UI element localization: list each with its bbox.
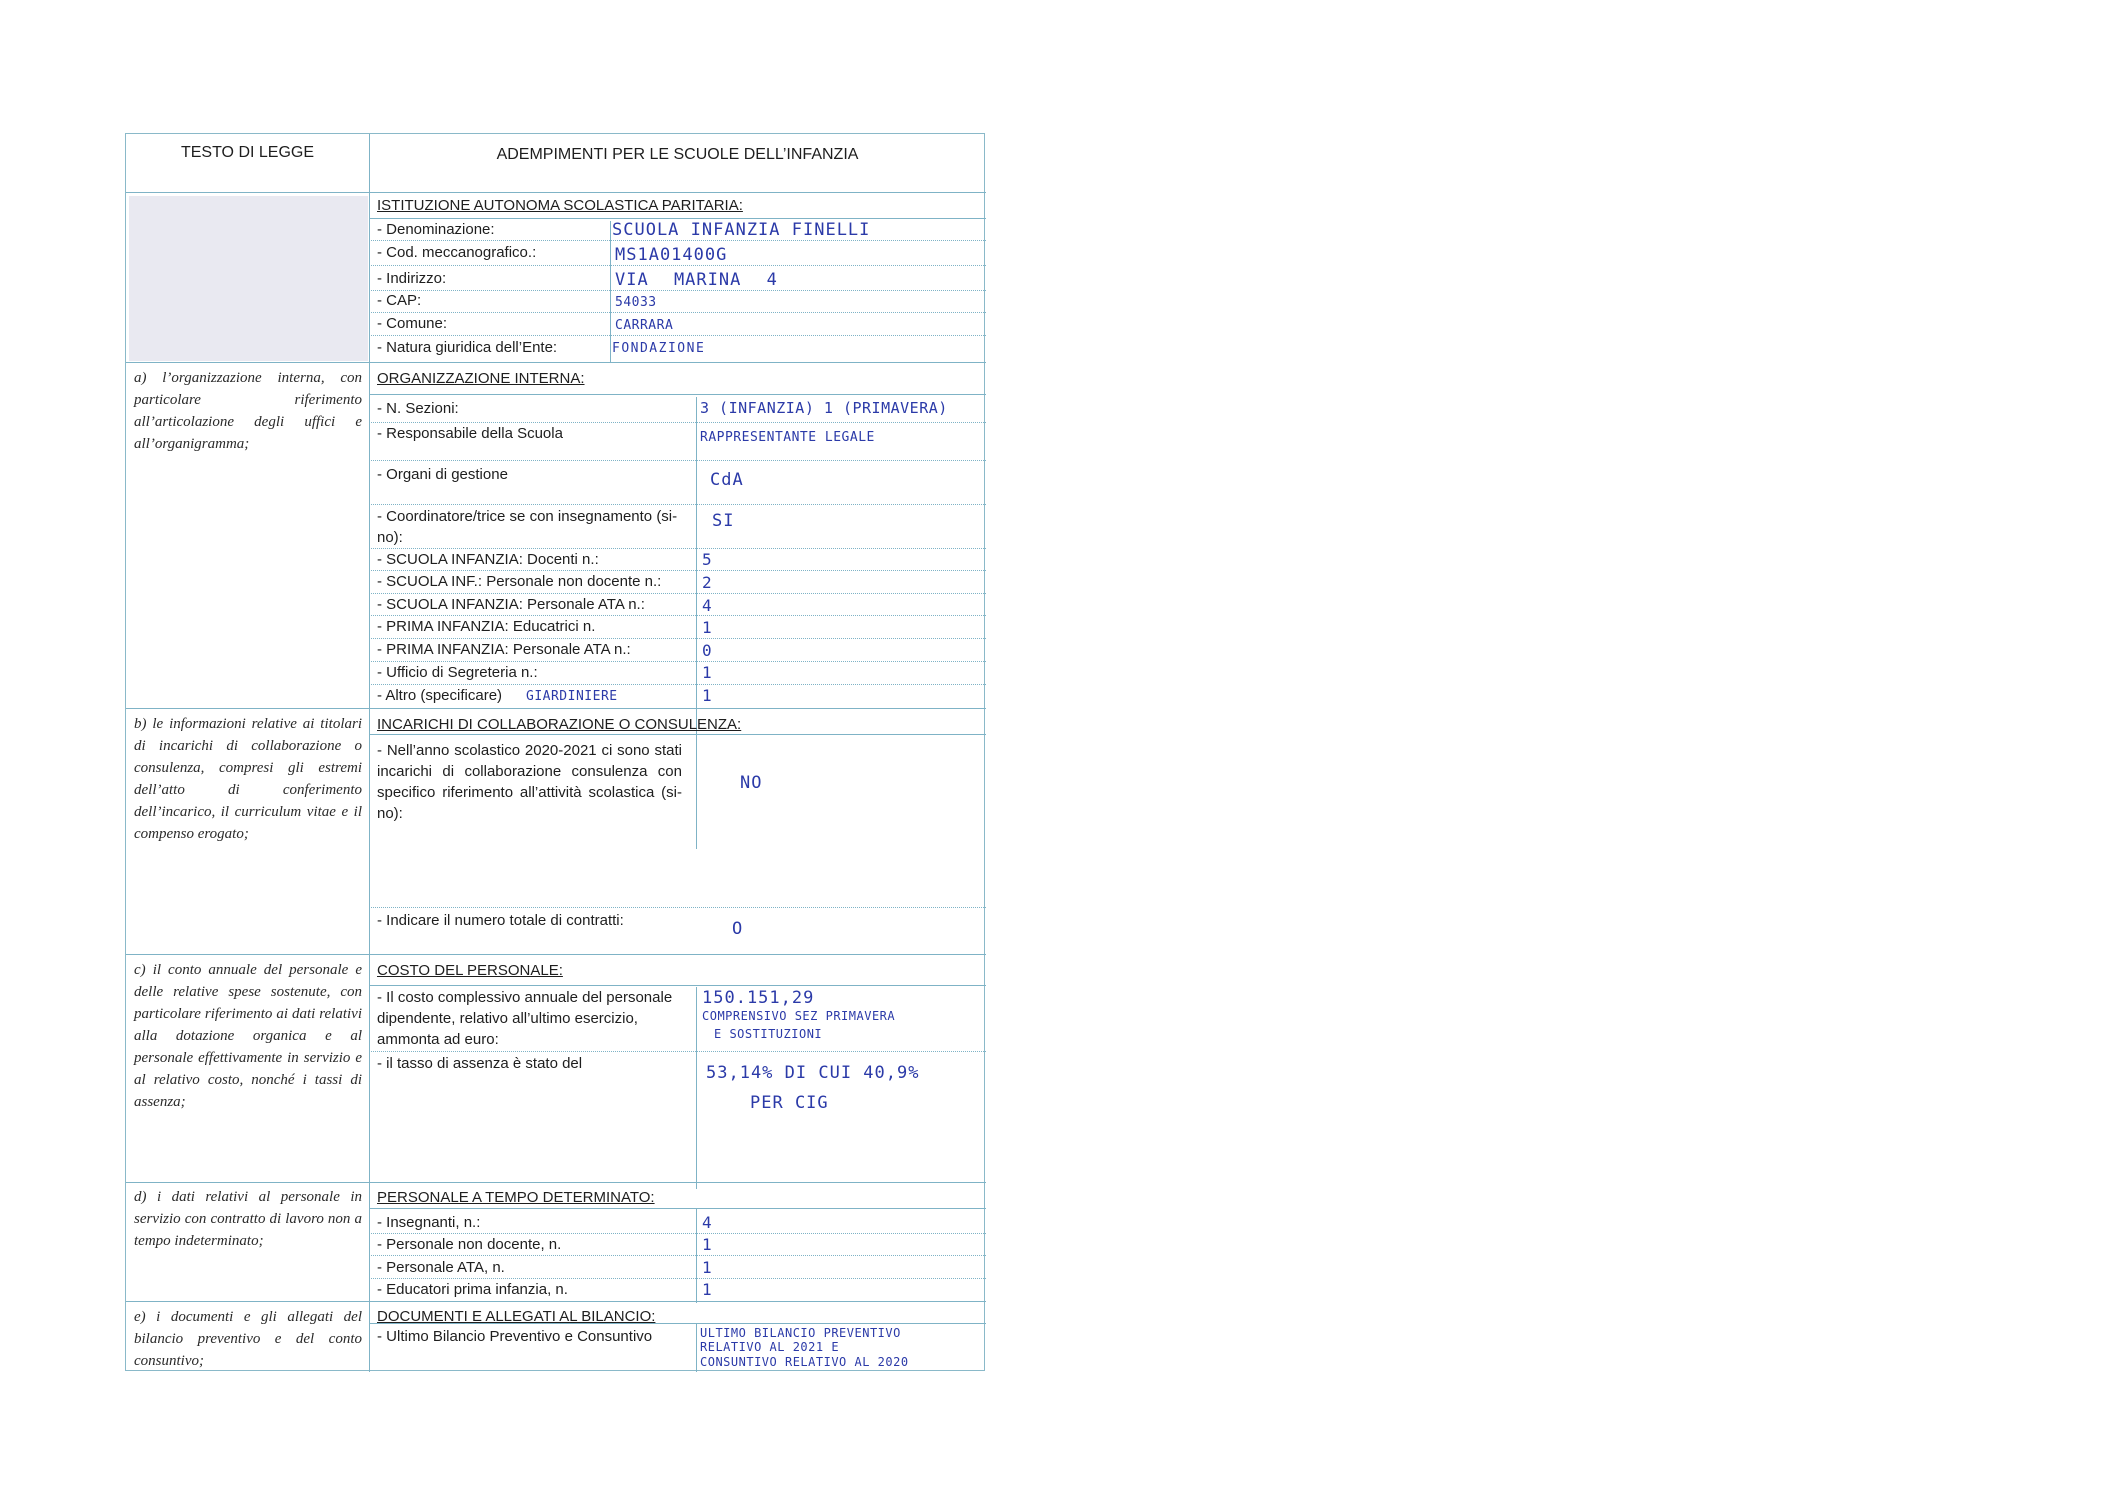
value-divider-1 xyxy=(610,221,611,362)
header-col2: ADEMPIMENTI PER LE SCUOLE DELL’INFANZIA xyxy=(496,146,859,163)
org-extra-value: GIARDINIERE xyxy=(526,689,618,704)
costo-question-1: - Il costo complessivo annuale del personale dipendente, relativo all’ultimo esercizio, ammonta ad euro: xyxy=(377,989,673,1048)
istituzione-label: - Indirizzo: xyxy=(377,270,447,287)
row-line xyxy=(369,907,986,908)
org-label: - Responsabile della Scuola xyxy=(377,425,563,442)
value-divider-5 xyxy=(696,1324,697,1372)
section-line xyxy=(126,1301,986,1302)
det-label: - Personale ATA, n. xyxy=(377,1259,505,1276)
org-value: 4 xyxy=(702,596,713,615)
org-label: - SCUOLA INFANZIA: Docenti n.: xyxy=(377,551,599,568)
det-label: - Educatori prima infanzia, n. xyxy=(377,1281,568,1298)
shaded-block xyxy=(129,196,368,361)
legal-text-a: a) l’organizzazione interna, con particolare riferimento all’articolazione degli uffici e all’organigramma; xyxy=(134,370,362,452)
row-line xyxy=(369,312,986,313)
incarichi-answer-1: NO xyxy=(740,773,763,793)
incarichi-question-2: - Indicare il numero totale di contratti: xyxy=(377,912,624,929)
org-label: - PRIMA INFANZIA: Educatrici n. xyxy=(377,618,596,635)
bilancio-question-1: - Ultimo Bilancio Preventivo e Consuntivo xyxy=(377,1328,653,1345)
section-determinato-title: PERSONALE A TEMPO DETERMINATO: xyxy=(377,1189,655,1206)
row-line xyxy=(369,394,986,395)
header-col1: TESTO DI LEGGE xyxy=(180,144,315,161)
bilancio-answer-line3: CONSUNTIVO RELATIVO AL 2020 xyxy=(700,1355,909,1369)
legal-text-e: e) i documenti e gli allegati del bilancio preventivo e del conto consuntivo; xyxy=(134,1309,362,1369)
section-line xyxy=(126,708,986,709)
det-value: 1 xyxy=(702,1280,713,1299)
istituzione-label: - CAP: xyxy=(377,292,422,309)
org-label: - Coordinatore/trice se con insegnamento (si-no): xyxy=(377,508,678,546)
org-value: 5 xyxy=(702,550,713,569)
org-label: - Ufficio di Segreteria n.: xyxy=(377,664,538,681)
org-value: SI xyxy=(712,511,735,531)
row-line xyxy=(369,335,986,336)
det-value: 1 xyxy=(702,1258,713,1277)
org-value: 1 xyxy=(702,663,713,682)
form-document xyxy=(125,133,985,1371)
istituzione-label: - Comune: xyxy=(377,315,448,332)
det-label: - Personale non docente, n. xyxy=(377,1236,562,1253)
section-line xyxy=(126,1182,986,1183)
istituzione-value: VIA MARINA 4 xyxy=(615,270,778,290)
value-divider-4 xyxy=(696,1209,697,1303)
costo-answer-1-line3: E SOSTITUZIONI xyxy=(714,1027,823,1041)
section-incarichi-title: INCARICHI DI COLLABORAZIONE O CONSULENZA: xyxy=(377,716,742,733)
legal-text-b: b) le informazioni relative ai titolari di incarichi di collaborazione o consulenza, compresi gli estremi dell’atto di conferimento dell’incarico, il curriculum vitae e il compenso erogato; xyxy=(134,716,362,842)
bilancio-answer-line2: RELATIVO AL 2021 E xyxy=(700,1340,840,1354)
istituzione-label: - Denominazione: xyxy=(377,221,495,238)
row-line xyxy=(369,504,986,505)
row-line xyxy=(369,985,986,986)
value-divider-2 xyxy=(696,397,697,849)
istituzione-value: 54033 xyxy=(615,295,657,310)
org-label: - Altro (specificare) xyxy=(377,687,503,704)
costo-answer-2-line1: 53,14% DI CUI 40,9% xyxy=(706,1063,920,1083)
org-value: 1 xyxy=(702,686,713,705)
section-line xyxy=(126,954,986,955)
section-bilancio-title: DOCUMENTI E ALLEGATI AL BILANCIO: xyxy=(377,1308,656,1325)
org-value: CdA xyxy=(710,470,744,490)
section-line xyxy=(126,362,986,363)
section-istituzione-title: ISTITUZIONE AUTONOMA SCOLASTICA PARITARIA: xyxy=(377,197,743,214)
column-divider xyxy=(369,134,370,1372)
istituzione-label: - Cod. meccanografico.: xyxy=(377,244,537,261)
bilancio-answer-line1: ULTIMO BILANCIO PREVENTIVO xyxy=(700,1326,901,1340)
org-value: 0 xyxy=(702,641,713,660)
istituzione-value: MS1A01400G xyxy=(615,245,728,265)
org-label: - SCUOLA INF.: Personale non docente n.: xyxy=(377,573,662,590)
org-value: 1 xyxy=(702,618,713,637)
incarichi-answer-2: O xyxy=(732,919,744,939)
istituzione-value: CARRARA xyxy=(615,318,674,333)
org-label: - N. Sezioni: xyxy=(377,400,459,417)
section-costo-title: COSTO DEL PERSONALE: xyxy=(377,962,563,979)
org-value: 3 (INFANZIA) 1 (PRIMAVERA) xyxy=(700,399,948,417)
org-label: - Organi di gestione xyxy=(377,466,508,483)
header-bottom-line xyxy=(126,192,986,193)
row-line xyxy=(369,460,986,461)
istituzione-value: FONDAZIONE xyxy=(612,341,706,356)
legal-text-d: d) i dati relativi al personale in servizio con contratto di lavoro non a tempo indeterminato; xyxy=(134,1189,362,1249)
det-label: - Insegnanti, n.: xyxy=(377,1214,481,1231)
org-label: - PRIMA INFANZIA: Personale ATA n.: xyxy=(377,641,631,658)
org-value: 2 xyxy=(702,573,713,592)
det-value: 4 xyxy=(702,1213,713,1232)
org-label: - SCUOLA INFANZIA: Personale ATA n.: xyxy=(377,596,645,613)
value-divider-3 xyxy=(696,987,697,1189)
org-value: RAPPRESENTANTE LEGALE xyxy=(700,430,875,445)
costo-answer-1-line1: 150.151,29 xyxy=(702,988,815,1008)
istituzione-label: - Natura giuridica dell’Ente: xyxy=(377,339,558,356)
incarichi-question-1: - Nell’anno scolastico 2020-2021 ci sono stati incarichi di collaborazione consulenza con specifico riferimento all’attività scolastica (si-no): xyxy=(377,742,682,822)
det-value: 1 xyxy=(702,1235,713,1254)
istituzione-value: SCUOLA INFANZIA FINELLI xyxy=(612,220,871,240)
section-organizzazione-title: ORGANIZZAZIONE INTERNA: xyxy=(377,370,585,387)
costo-answer-1-line2: COMPRENSIVO SEZ PRIMAVERA xyxy=(702,1009,896,1023)
costo-answer-2-line2: PER CIG xyxy=(750,1093,829,1113)
row-line xyxy=(369,1051,986,1052)
legal-text-c: c) il conto annuale del personale e delle relative spese sostenute, con particolare riferimento ai dati relativi alla dotazione organica e al personale effettivamente in servizio e al relativo costo, nonché i tassi di assenza; xyxy=(134,962,362,1110)
costo-question-2: - il tasso di assenza è stato del xyxy=(377,1055,583,1072)
